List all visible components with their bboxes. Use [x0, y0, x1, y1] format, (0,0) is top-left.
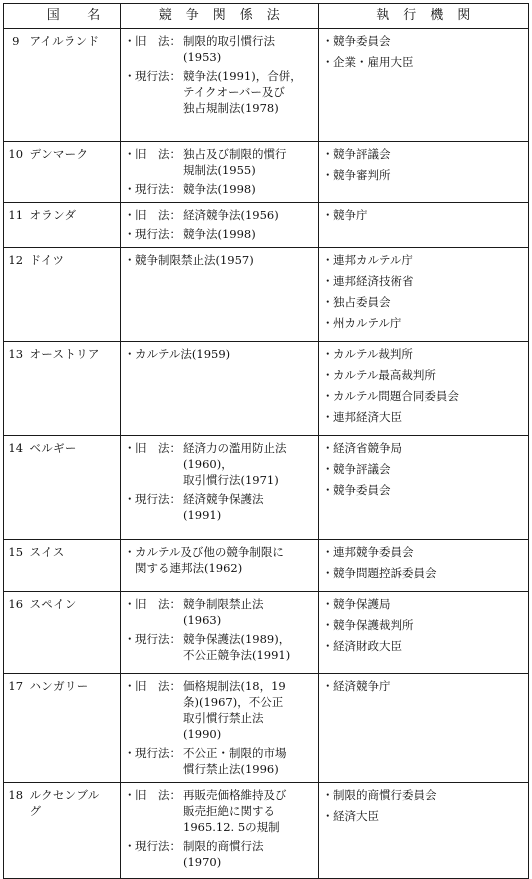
row-number: 12	[4, 248, 28, 342]
competition-law-table	[3, 3, 529, 879]
law-item	[125, 745, 315, 777]
country-name: オランダ	[28, 203, 121, 248]
law-label: 旧 法：	[135, 788, 181, 802]
row-number: 11	[4, 203, 28, 248]
law-cell	[121, 142, 319, 203]
country-name: アイルランド	[28, 29, 121, 142]
law-item	[125, 346, 315, 362]
agency-item: ・ 連邦カルテル庁	[323, 252, 525, 268]
law-label: 現行法：	[135, 746, 181, 760]
law-text: 制限的取引慣行法 (1953)	[183, 34, 275, 64]
agency-cell	[319, 142, 529, 203]
law-item	[125, 631, 315, 663]
agency-item: ・ 連邦経済大臣	[323, 409, 525, 425]
agency-cell	[319, 29, 529, 142]
agency-cell	[319, 783, 529, 879]
agency-item: ・ 競争評議会	[323, 146, 525, 162]
law-item	[125, 181, 315, 197]
table-row	[4, 142, 529, 203]
agency-item: ・ 連邦経済技術省	[323, 273, 525, 289]
table-row	[4, 248, 529, 342]
law-item	[125, 838, 315, 870]
country-name: ルクセンブル グ	[28, 783, 121, 879]
table-row	[4, 436, 529, 540]
law-label: 現行法：	[135, 69, 181, 83]
country-name: スイス	[28, 540, 121, 592]
law-cell	[121, 248, 319, 342]
row-number: 15	[4, 540, 28, 592]
law-label: 旧 法：	[135, 441, 181, 455]
agency-item: ・ カルテル最高裁判所	[323, 367, 525, 383]
country-name: スペイン	[28, 592, 121, 674]
law-item	[125, 440, 315, 488]
law-item	[125, 596, 315, 628]
law-text: 経済力の濫用防止法 (1960)， 取引慣行法(1971)	[183, 441, 287, 487]
law-label: 現行法：	[135, 182, 181, 196]
row-number: 17	[4, 674, 28, 783]
country-name: ドイツ	[28, 248, 121, 342]
law-text: 経済競争保護法 (1991)	[183, 492, 264, 522]
law-item	[125, 146, 315, 178]
country-name: オーストリア	[28, 342, 121, 436]
law-text: 制限的商慣行法 (1970)	[183, 839, 264, 869]
agency-cell	[319, 342, 529, 436]
law-text: 経済競争法(1956)	[183, 208, 279, 222]
agency-item: ・ 州カルテル庁	[323, 315, 525, 331]
country-name: ベルギー	[28, 436, 121, 540]
law-label: 旧 法：	[135, 34, 181, 48]
row-number: 14	[4, 436, 28, 540]
agency-item: ・ 経済省競争局	[323, 440, 525, 456]
law-cell	[121, 783, 319, 879]
agency-item: ・ カルテル裁判所	[323, 346, 525, 362]
law-cell	[121, 342, 319, 436]
header-country: 国 名	[28, 4, 121, 29]
law-item	[125, 68, 315, 116]
law-item	[125, 678, 315, 742]
law-text: カルテル及び他の競争制限に 関する連邦法(1962)	[135, 545, 284, 575]
table-row	[4, 540, 529, 592]
header-agency: 執 行 機 関	[319, 4, 529, 29]
law-cell	[121, 592, 319, 674]
law-text: 競争保護法(1989)， 不公正競争法(1991)	[183, 632, 291, 662]
agency-item: ・ 競争委員会	[323, 482, 525, 498]
law-item	[125, 544, 315, 576]
law-text: 競争法(1991)，合併， テイクオーバー及び 独占規制法(1978)	[183, 69, 302, 115]
agency-item: ・ 競争保護裁判所	[323, 617, 525, 633]
agency-item: ・ 競争庁	[323, 207, 525, 223]
competition-law-table-page	[3, 3, 529, 879]
table-row	[4, 29, 529, 142]
law-text: 競争法(1998)	[183, 182, 256, 196]
row-number: 18	[4, 783, 28, 879]
agency-cell	[319, 203, 529, 248]
agency-item: ・ 経済大臣	[323, 808, 525, 824]
law-cell	[121, 540, 319, 592]
country-name: ハンガリー	[28, 674, 121, 783]
table-row	[4, 342, 529, 436]
law-text: 独占及び制限的慣行 規制法(1955)	[183, 147, 287, 177]
law-item	[125, 207, 315, 223]
row-number: 9	[4, 29, 28, 142]
agency-item: ・ 競争評議会	[323, 461, 525, 477]
agency-item: ・ 競争保護局	[323, 596, 525, 612]
agency-item: ・ 競争委員会	[323, 33, 525, 49]
header-number-cell	[4, 4, 28, 29]
table-row	[4, 783, 529, 879]
law-label: 現行法：	[135, 632, 181, 646]
agency-item: ・ 経済競争庁	[323, 678, 525, 694]
table-body	[4, 29, 529, 879]
agency-item: ・ 独占委員会	[323, 294, 525, 310]
law-cell	[121, 674, 319, 783]
law-text: 再販売価格維持及び 販売拒絶に関する 1965.12. 5の規制	[183, 788, 287, 834]
agency-item: ・ 企業・雇用大臣	[323, 54, 525, 70]
agency-item: ・ 競争問題控訴委員会	[323, 565, 525, 581]
agency-cell	[319, 540, 529, 592]
law-text: 競争制限禁止法(1957)	[135, 253, 254, 267]
law-text: 不公正・制限的市場 慣行禁止法(1996)	[183, 746, 287, 776]
table-header	[4, 4, 529, 29]
law-label: 現行法：	[135, 492, 181, 506]
law-label: 旧 法：	[135, 147, 181, 161]
law-text: カルテル法(1959)	[135, 347, 231, 361]
agency-cell	[319, 248, 529, 342]
law-label: 旧 法：	[135, 597, 181, 611]
law-cell	[121, 29, 319, 142]
table-row	[4, 592, 529, 674]
law-item	[125, 491, 315, 523]
agency-item: ・ 連邦競争委員会	[323, 544, 525, 560]
agency-item: ・ 制限的商慣行委員会	[323, 787, 525, 803]
agency-item: ・ カルテル問題合同委員会	[323, 388, 525, 404]
agency-cell	[319, 674, 529, 783]
law-cell	[121, 436, 319, 540]
row-number: 13	[4, 342, 28, 436]
law-text: 価格規制法(18，19 条)(1967)，不公正 取引慣行禁止法 (1990)	[183, 679, 286, 741]
agency-cell	[319, 436, 529, 540]
agency-item: ・ 経済財政大臣	[323, 638, 525, 654]
row-number: 10	[4, 142, 28, 203]
law-text: 競争制限禁止法 (1963)	[183, 597, 264, 627]
agency-item: ・ 競争審判所	[323, 167, 525, 183]
header-row	[4, 4, 529, 29]
agency-cell	[319, 592, 529, 674]
law-item	[125, 252, 315, 268]
table-row	[4, 674, 529, 783]
law-text: 競争法(1998)	[183, 227, 256, 241]
law-label: 現行法：	[135, 839, 181, 853]
law-item	[125, 226, 315, 242]
law-label: 現行法：	[135, 227, 181, 241]
law-item	[125, 787, 315, 835]
law-cell	[121, 203, 319, 248]
law-item	[125, 33, 315, 65]
header-law: 競 争 関 係 法	[121, 4, 319, 29]
country-name: デンマーク	[28, 142, 121, 203]
row-number: 16	[4, 592, 28, 674]
law-label: 旧 法：	[135, 208, 181, 222]
law-label: 旧 法：	[135, 679, 181, 693]
table-row	[4, 203, 529, 248]
